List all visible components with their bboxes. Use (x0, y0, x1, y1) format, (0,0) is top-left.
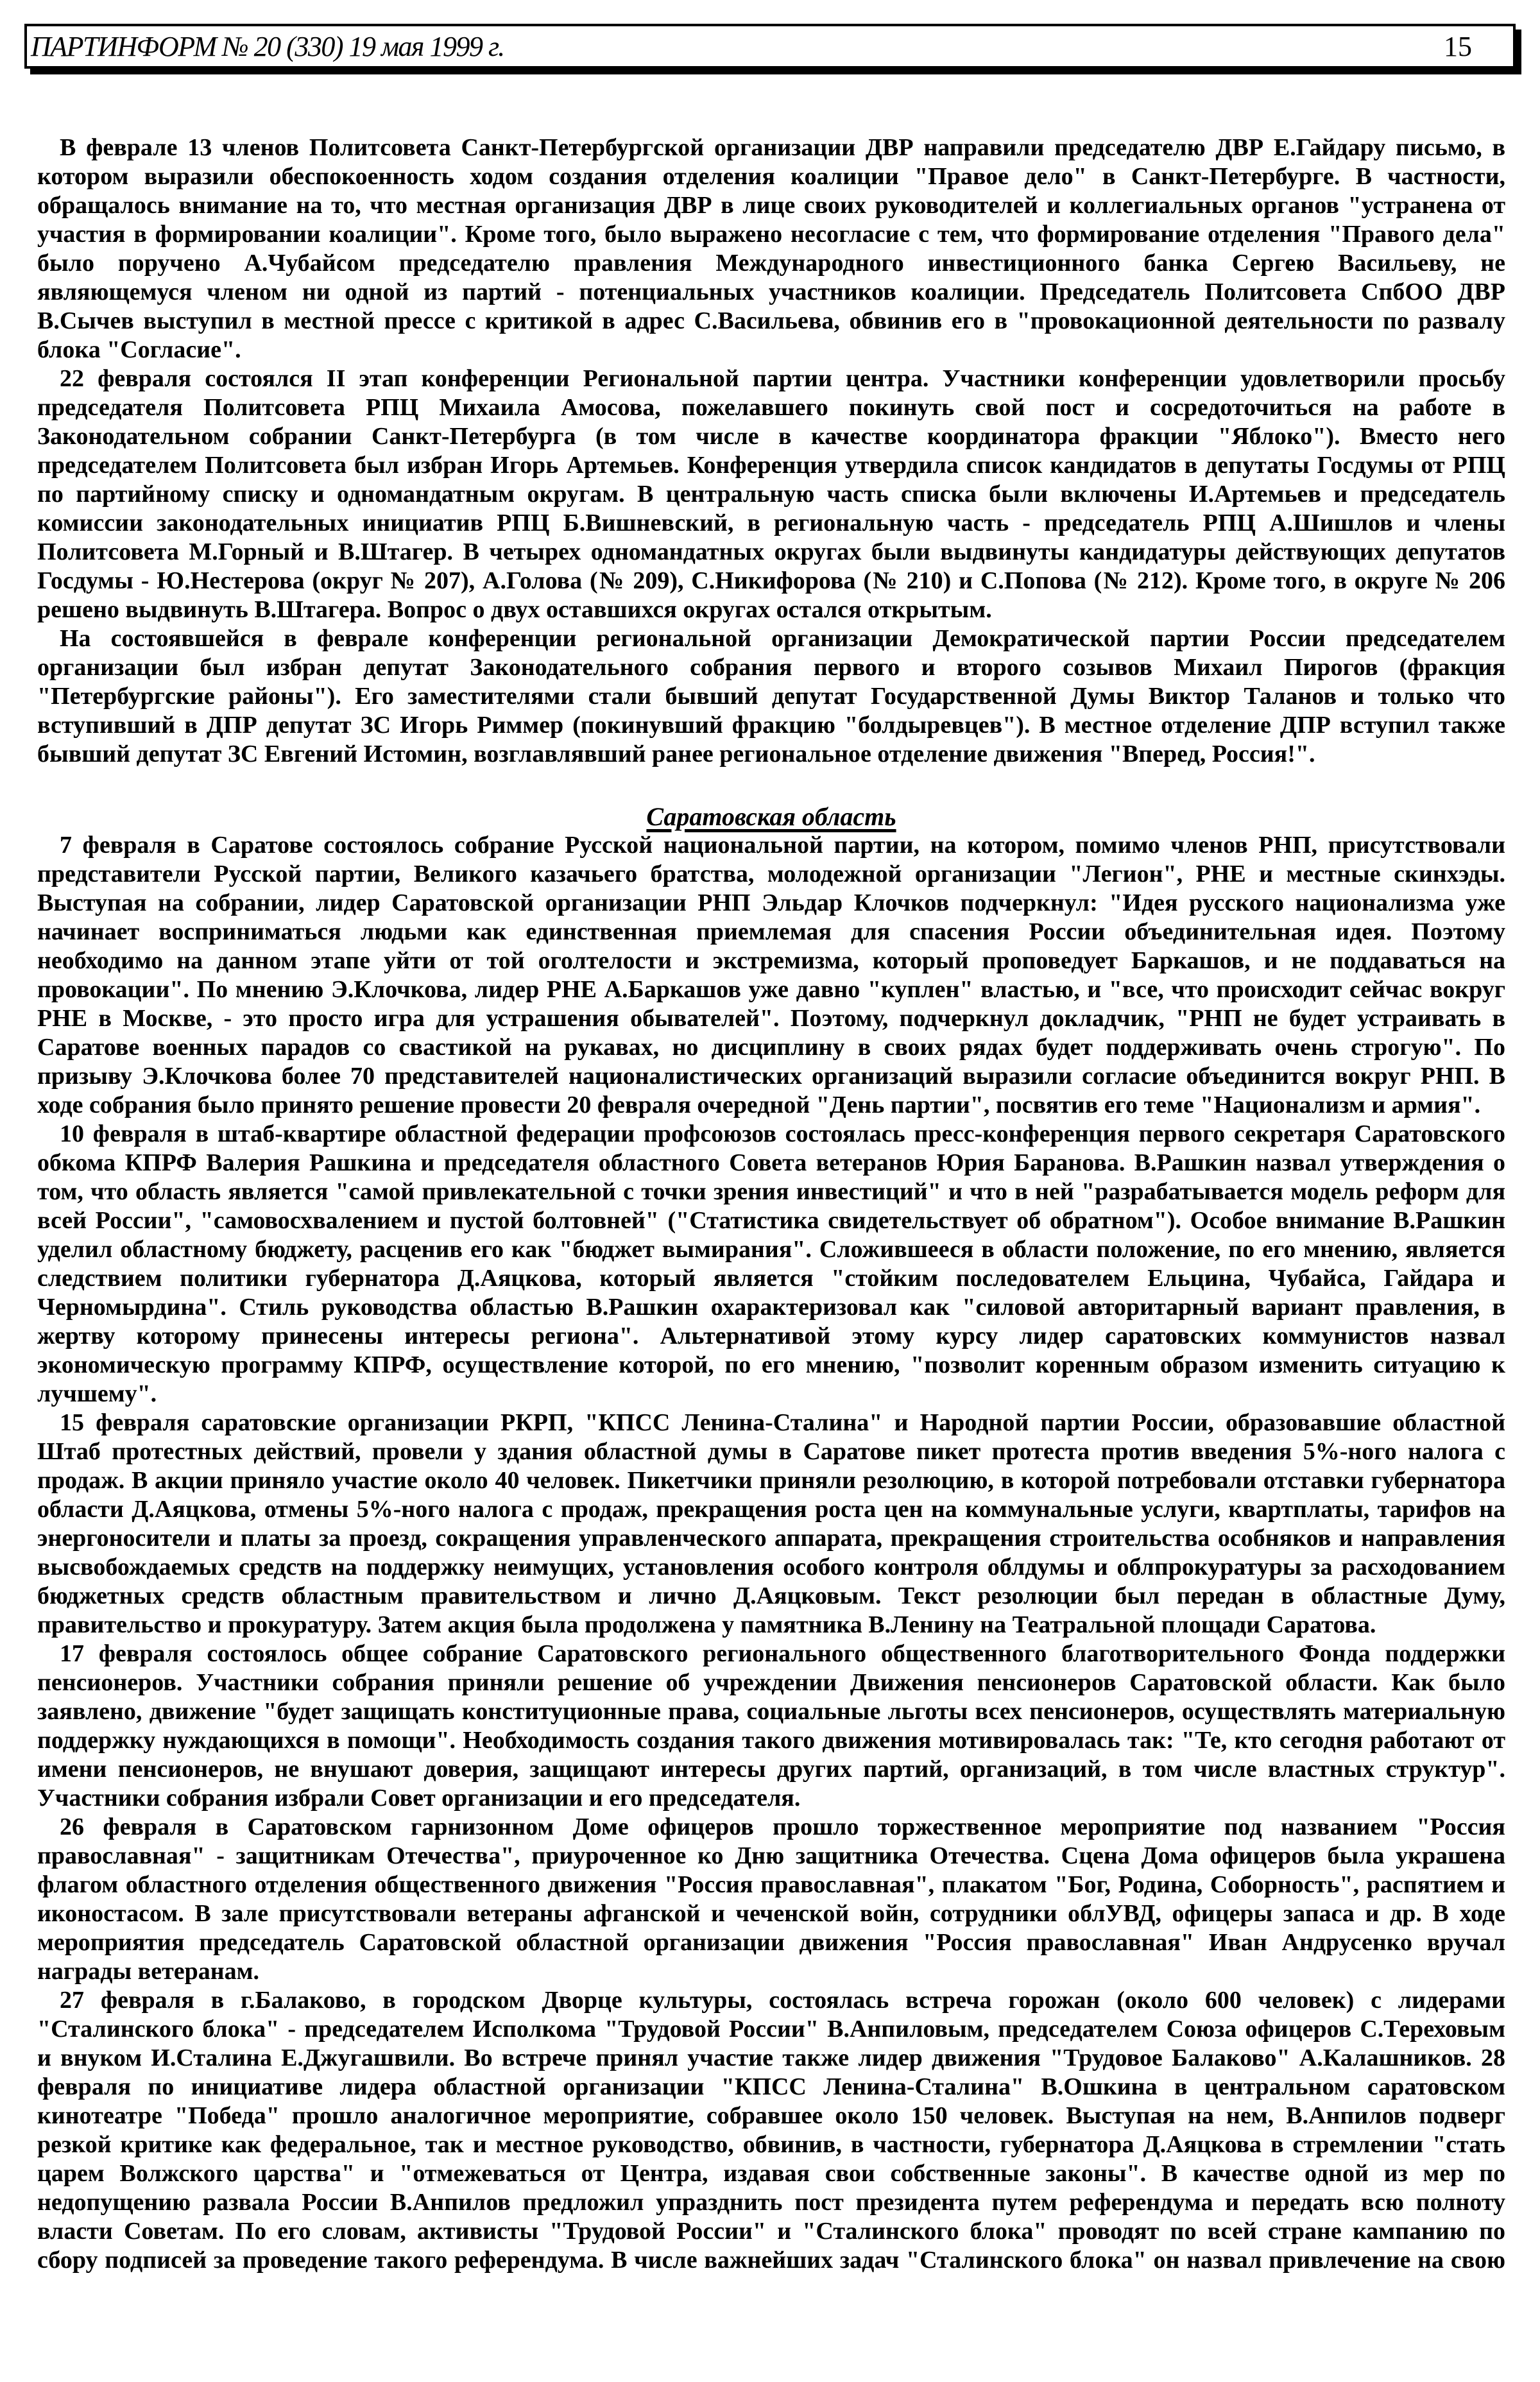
text-line: На состоявшейся в феврале конференции региональной организации Демократической партии России председателем (60, 625, 1505, 652)
text-line: 17 февраля состоялось общее собрание Саратовского регионального общественного благотворительного Фонда поддержки (60, 1640, 1505, 1667)
text-line: Черномырдина". Стиль руководства областью В.Рашкин охарактеризовал как "силовой авторитарный вариант правления, в (37, 1294, 1505, 1321)
saratov-news (37, 831, 1505, 2275)
text-line: пенсионеров. Участники собрания приняли решение об учреждении Движения пенсионеров Саратовской области. Как было (37, 1669, 1505, 1696)
text-line: Штаб протестных действий, провели у здания областной думы в Саратове пикет протеста против введения 5%-ного налога с (37, 1438, 1505, 1465)
section-title: Саратовская область (646, 802, 896, 831)
text-line: председателя Политсовета РПЦ Михаила Амосова, пожелавшего покинуть свой пост и сосредоточиться на работе в (37, 394, 1505, 421)
text-line: 27 февраля в г.Балаково, в городском Дворце культуры, состоялась встреча горожан (около 600 человек) с лидерами (60, 1987, 1505, 2014)
page-number: 15 (1444, 31, 1472, 62)
text-line: правительство и прокуратуру. Затем акция была продолжена у памятника В.Ленину на Театральной площади Саратова. (37, 1611, 1376, 1638)
text-line: 15 февраля саратовские организации РКРП, "КПСС Ленина-Сталина" и Народной партии России, образовавшие областной (60, 1409, 1505, 1436)
text-line: сбору подписей за проведение такого референдума. В числе важнейших задач "Сталинского блока" он назвал привлечение на свою (37, 2247, 1505, 2274)
page-header (24, 24, 1516, 69)
text-line: обращалось внимание на то, что местная организация ДВР в лице своих руководителей и коллегиальных органов "устранена от (37, 192, 1505, 219)
text-line: "Петербургские районы"). Его заместителями стали бывший депутат Государственной Думы Виктор Таланов и только что (37, 683, 1505, 710)
text-line: котором выразили обеспокоенность ходом создания отделения коалиции "Правое дело" в Санкт-Петербурге. В частности, (37, 163, 1505, 190)
text-line: по партийному списку и одномандатным округам. В центральную часть списка были включены И.Артемьев и председатель (37, 481, 1505, 508)
text-line: участия в формировании коалиции". Кроме того, было выражено несогласие с тем, что формирование отделения "Правого дела" (37, 221, 1505, 248)
paragraph (37, 1409, 1505, 1640)
text-line: власти Советам. По его словам, активисты "Трудовой России" и "Сталинского блока" проводят по всей стране кампанию по (37, 2218, 1505, 2245)
text-line: призыву Э.Клочкова более 70 представителей националистических организаций выразили согласие объединится вокруг РНП. В (37, 1063, 1505, 1090)
paragraph (37, 624, 1505, 769)
text-line: комиссии законодательных инициатив РПЦ Б.Вишневский, в региональную часть - председатель РПЦ А.Шишлов и члены (37, 510, 1505, 536)
text-line: февраля по инициативе лидера областной организации "КПСС Ленина-Сталина" В.Ошкина в центральном саратовском (37, 2073, 1505, 2100)
text-line: высвобождаемых средств на поддержку неимущих, установления особого контроля облдумы и облпрокуратуры за расходованием (37, 1554, 1505, 1581)
paragraph (37, 1640, 1505, 1813)
text-line: поддержку нуждающихся в помощи". Необходимость создания такого движения мотивировалась так: "Те, кто сегодня работают от (37, 1727, 1505, 1754)
text-line: продаж. В акции приняло участие около 40 человек. Пикетчики приняли резолюцию, в которой потребовали отставки губернатора (37, 1467, 1505, 1494)
paragraph (37, 1813, 1505, 1986)
text-line: том, что область является "самой привлекательной с точки зрения инвестиций" и что в ней "разрабатывается модель реформ для (37, 1178, 1505, 1205)
paragraph (37, 1120, 1505, 1409)
text-line: необходимо на данном этапе уйти от той оголтелости и экстремизма, который проповедует Баркашов, и не поддаваться на (37, 947, 1505, 974)
text-line: награды ветеранам. (37, 1958, 260, 1985)
text-line: всей России", "самовосхвалением и пустой болтовней" ("Статистика свидетельствует об обратном"). Особое внимание В.Рашкин (37, 1207, 1505, 1234)
text-line: имени пенсионеров, не внушают доверия, защищают интересы других партий, организаций, в том числе властных структур". (37, 1756, 1505, 1783)
text-line: блока "Согласие". (37, 336, 241, 363)
text-line: провокации". По мнению Э.Клочкова, лидер РНЕ А.Баркашов уже давно "куплен" властью, и "все, что происходит сейчас вокруг (37, 976, 1505, 1003)
text-line: заявлено, движение "будет защищать конституционные права, социальные льготы всех пенсионеров, осуществлять материальную (37, 1698, 1505, 1725)
text-line: области Д.Аяцкова, отмены 5%-ного налога с продаж, прекращения роста цен на коммунальные услуги, квартплаты, тарифов на (37, 1496, 1505, 1523)
text-line: Участники собрания избрали Совет организации и его председателя. (37, 1785, 801, 1812)
text-line: 22 февраля состоялся II этап конференции Региональной партии центра. Участники конференции удовлетворили просьбу (60, 365, 1505, 392)
text-line: обкома КПРФ Валерия Рашкина и председателя областного Совета ветеранов Юрия Баранова. В.Рашкин назвал утверждения о (37, 1149, 1505, 1176)
text-line: бывший депутат ЗС Евгений Истомин, возглавлявший ранее региональное отделение движения "Вперед, Россия!". (37, 741, 1315, 767)
text-line: уделил областному бюджету, расценив его как "бюджет вымирания". Сложившееся в области положение, по его мнению, является (37, 1236, 1505, 1263)
text-line: 26 февраля в Саратовском гарнизонном Доме офицеров прошло торжественное мероприятие под названием "Россия (60, 1813, 1505, 1840)
text-line: вступивший в ДПР депутат ЗС Игорь Риммер (покинувший фракцию "болдыревцев"). В местное отделение ДПР вступил также (37, 712, 1505, 739)
text-line: резкой критике как федеральное, так и местное руководство, обвинив, в частности, губернатора Д.Аяцкова в стремлении "стать (37, 2131, 1505, 2158)
text-line: следствием политики губернатора Д.Аяцкова, который является "стойким последователем Ельцина, Чубайса, Гайдара и (37, 1265, 1505, 1292)
text-line: экономическую программу КПРФ, осуществление которой, по его мнению, "позволит коренным образом изменить ситуацию к (37, 1351, 1505, 1378)
text-line: РНЕ в Москве, - это просто игра для устрашения обывателей". Поэтому, подчеркнул докладчик, "РНП не будет устраивать в (37, 1005, 1505, 1032)
text-line: Выступая на собрании, лидер Саратовской организации РНП Эльдар Клочков подчеркнул: "Идея русского национализма уже (37, 889, 1505, 916)
section-heading (37, 802, 1505, 831)
paragraph (37, 364, 1505, 624)
paragraph (37, 831, 1505, 1120)
st-petersburg-news (37, 133, 1505, 769)
text-line: Госдумы - Ю.Нестерова (округ № 207), А.Голова (№ 209), С.Никифорова (№ 210) и С.Попова (№ 212). Кроме того, в округе № 206 (37, 567, 1505, 594)
text-line: бюджетных средств областным правительством и лично Д.Аяцковым. Текст резолюции был передан в областные Думу, (37, 1582, 1505, 1609)
text-line: и внуком И.Сталина Е.Джугашвили. Во встрече принял участие также лидер движения "Трудовое Балаково" А.Калашников. 28 (37, 2044, 1505, 2071)
text-line: В.Сычев выступил в местной прессе с критикой в адрес С.Васильева, обвинив его в "провокационной деятельности по развалу (37, 307, 1505, 334)
text-line: православная" - защитникам Отечества", приуроченное ко Дню защитника Отечества. Сцена Дома офицеров была украшена (37, 1842, 1505, 1869)
publication-title: ПАРТИНФОРМ № 20 (330) 19 мая 1999 г. (31, 31, 504, 62)
text-line: недопущению развала России В.Анпилов предложил упразднить пост президента путем референдума и передать всю полноту (37, 2189, 1505, 2216)
text-line: царем Волжского царства" и "отмежеваться от Центра, издавая свои собственные законы". В качестве одной из мер по (37, 2160, 1505, 2187)
text-line: 10 февраля в штаб-квартире областной федерации профсоюзов состоялась пресс-конференция первого секретаря Саратовского (60, 1120, 1505, 1147)
text-line: кинотеатре "Победа" прошло аналогичное мероприятие, собравшее около 150 человек. Выступая на нем, В.Анпилов подверг (37, 2102, 1505, 2129)
text-line: решено выдвинуть В.Штагера. Вопрос о двух оставшихся округах остался открытым. (37, 596, 992, 623)
text-line: было поручено А.Чубайсом председателю правления Международного инвестиционного банка Сергею Васильеву, не (37, 250, 1505, 277)
text-line: иконостасом. В зале присутствовали ветераны афганской и чеченской войн, сотрудники облУВД, офицеры запаса и др. В ходе (37, 1900, 1505, 1927)
text-line: В феврале 13 членов Политсовета Санкт-Петербургской организации ДВР направили председателю ДВР Е.Гайдару письмо, в (60, 134, 1505, 161)
text-line: председателем Политсовета был избран Игорь Артемьев. Конференция утвердила список кандидатов в депутаты Госдумы от РПЦ (37, 452, 1505, 479)
paragraph (37, 133, 1505, 364)
article-body (37, 133, 1505, 2275)
text-line: лучшему". (37, 1380, 157, 1407)
text-line: Законодательном собрании Санкт-Петербурга (в том числе в качестве координатора фракции "Яблоко"). Вместо него (37, 423, 1505, 450)
text-line: мероприятия председатель Саратовской областной организации движения "Россия православная" Иван Андрусенко вручал (37, 1929, 1505, 1956)
text-line: являющемуся членом ни одной из партий - потенциальных участников коалиции. Председатель Политсовета СпбОО ДВР (37, 278, 1505, 305)
text-line: начинает восприниматься людьми как единственная приемлемая для спасения России объединительная идея. Поэтому (37, 918, 1505, 945)
text-line: 7 февраля в Саратове состоялось собрание Русской национальной партии, на котором, помимо членов РНП, присутствовали (60, 832, 1505, 859)
text-line: Политсовета М.Горный и В.Штагер. В четырех одномандатных округах были выдвинуты кандидатуры действующих депутатов (37, 538, 1505, 565)
text-line: ходе собрания было принято решение провести 20 февраля очередной "День партии", посвятив его теме "Национализм и армия". (37, 1092, 1481, 1118)
text-line: "Сталинского блока" - председателем Исполкома "Трудовой России" В.Анпиловым, председателем Союза офицеров С.Тереховым (37, 2016, 1505, 2043)
paragraph (37, 1986, 1505, 2275)
text-line: представители Русской партии, Великого казачьего братства, молодежной организации "Легион", РНЕ и местные скинхэды. (37, 861, 1505, 887)
text-line: организации был избран депутат Законодательного собрания первого и второго созывов Михаил Пирогов (фракция (37, 654, 1505, 681)
text-line: жертву которому принесены интересы региона". Альтернативой этому курсу лидер саратовских коммунистов назвал (37, 1323, 1505, 1350)
text-line: энергоносители и платы за проезд, сокращения управленческого аппарата, прекращения строительства особняков и направления (37, 1525, 1505, 1552)
text-line: флагом областного отделения общественного движения "Россия православная", плакатом "Бог, Родина, Соборность", распятием и (37, 1871, 1505, 1898)
text-line: Саратове военных парадов со свастикой на рукавах, но дисциплину в своих рядах будет поддерживать очень строгую". По (37, 1034, 1505, 1061)
